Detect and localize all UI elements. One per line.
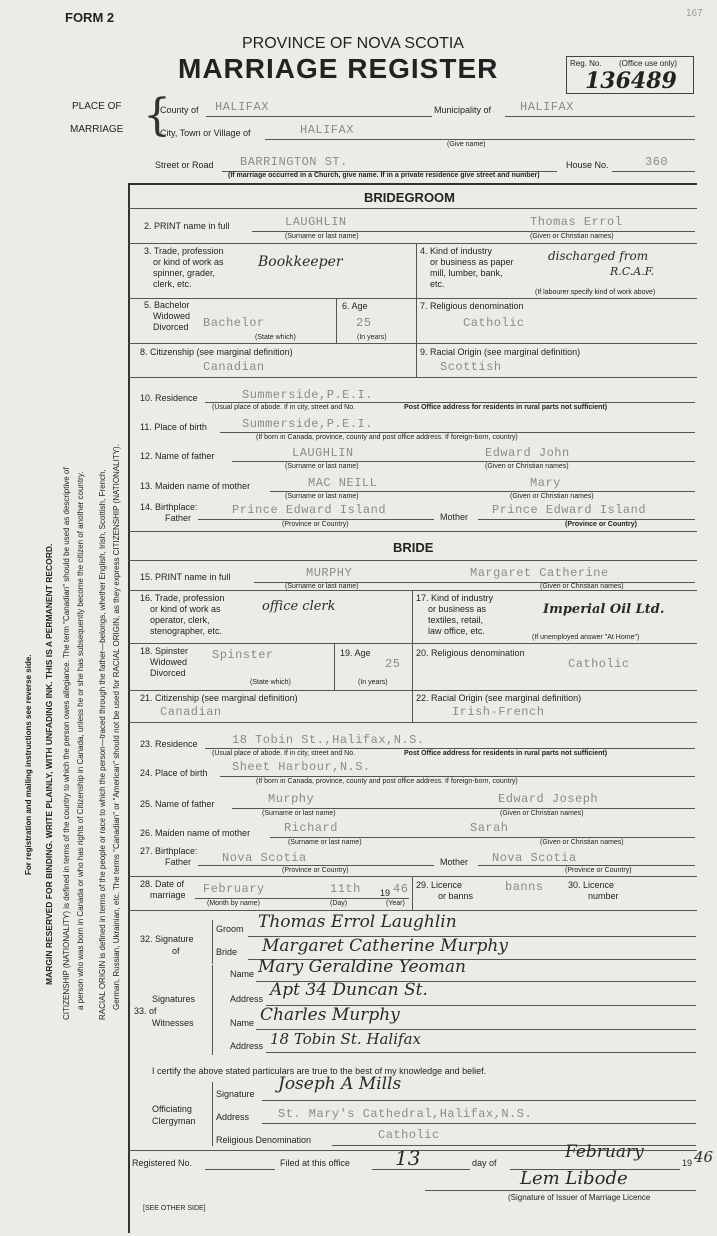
reg-number: 136489 xyxy=(585,68,677,94)
street-note: (If marriage occurred in a Church, give name. If in a private residence give street and number) xyxy=(228,172,540,179)
registered-label: Registered No. xyxy=(132,1158,193,1168)
filed-label: Filed at this office xyxy=(280,1158,350,1168)
f27-province-hint-mother: (Province or Country) xyxy=(565,867,632,874)
marriage-day: 11th xyxy=(330,882,361,896)
city-label: City, Town or Village of xyxy=(160,128,251,138)
f25-label: 25. Name of father xyxy=(140,799,215,809)
bridegroom-heading: BRIDEGROOM xyxy=(364,190,455,205)
bride-mother-given: Sarah xyxy=(470,821,509,835)
municipality-value: HALIFAX xyxy=(520,100,574,114)
f27-label-1: 27. Birthplace: xyxy=(140,846,198,856)
page-title: MARRIAGE REGISTER xyxy=(178,53,499,84)
form-number: FORM 2 xyxy=(65,10,115,25)
bride-religion: Catholic xyxy=(568,657,630,671)
day-hint: (Day) xyxy=(330,900,348,907)
groom-racial: Scottish xyxy=(440,360,502,374)
f4-label-4: etc. xyxy=(430,279,445,289)
w2-address-label: Address xyxy=(230,1041,264,1051)
f25-given-hint: (Given or Christian names) xyxy=(500,810,584,817)
bride-trade: office clerk xyxy=(262,599,336,614)
bride-state-which: (State which) xyxy=(250,679,291,686)
f3-label-3: spinner, grader, xyxy=(153,268,216,278)
f14-label-1: 14. Birthplace: xyxy=(140,502,198,512)
margin-note-instructions: For registration and mailing instructions see reverse side. xyxy=(24,654,33,875)
f17-label-2: or business as xyxy=(428,604,487,614)
w2-name: Charles Murphy xyxy=(260,1005,400,1025)
groom-father-given: Edward John xyxy=(485,446,570,460)
groom-citizenship: Canadian xyxy=(203,360,265,374)
f17-label-3: textiles, retail, xyxy=(428,615,484,625)
bride-surname: MURPHY xyxy=(306,566,353,580)
f29-label-1: 29. Licence xyxy=(416,880,463,890)
f26-label: 26. Maiden name of mother xyxy=(140,828,251,838)
groom-mother-bp: Prince Edward Island xyxy=(492,503,647,517)
f16-label-4: stenographer, etc. xyxy=(150,626,223,636)
f3-label-1: 3. Trade, profession xyxy=(144,246,224,256)
f10-po-note: Post Office address for residents in rural parts not sufficient) xyxy=(404,404,608,411)
f4-hint: (If labourer specify kind of work above) xyxy=(535,289,656,296)
bride-father-surname: Murphy xyxy=(268,792,315,806)
f16-label-1: 16. Trade, profession xyxy=(140,593,225,603)
bride-father-given: Edward Joseph xyxy=(498,792,599,806)
street-value: BARRINGTON ST. xyxy=(240,155,348,169)
groom-years: (In years) xyxy=(357,334,387,341)
f14-province-hint-mother: (Province or Country) xyxy=(565,521,637,528)
certify-statement: I certify the above stated particulars are true to the best of my knowledge and belief. xyxy=(152,1066,487,1076)
reg-hint: (Office use only) xyxy=(619,59,678,68)
clergy-signature: Joseph A Mills xyxy=(278,1074,402,1094)
f24-hint: (If born in Canada, province, county and post office address. If foreign-born, country) xyxy=(256,778,518,785)
clergy-address: St. Mary's Cathedral,Halifax,N.S. xyxy=(278,1107,533,1121)
f32-label-2: of xyxy=(172,946,180,956)
bride-residence: 18 Tobin St.,Halifax,N.S. xyxy=(232,733,425,747)
f28-label-2: marriage xyxy=(150,890,186,900)
groom-mother-given: Mary xyxy=(530,476,561,490)
corner-mark: 167 xyxy=(686,8,703,19)
reg-number-box xyxy=(566,56,694,94)
f14-mother-label: Mother xyxy=(440,512,469,522)
bride-industry: Imperial Oil Ltd. xyxy=(543,602,665,617)
f25-surname-hint: (Surname or last name) xyxy=(262,810,336,817)
f12-given-hint: (Given or Christian names) xyxy=(485,463,569,470)
groom-industry-2: R.C.A.F. xyxy=(610,265,655,278)
place-bracket: { xyxy=(143,90,171,141)
f26-given-hint: (Given or Christian names) xyxy=(540,839,624,846)
marriage-year: 46 xyxy=(393,882,409,896)
margin-note-racial-1: RACIAL ORIGIN is defined in terms of the people or race to which the person—traced through the father—belongs, whether English, Irish, Scottish, French, xyxy=(98,469,107,1020)
county-value: HALIFAX xyxy=(215,100,269,114)
municipality-label: Municipality of xyxy=(434,105,492,115)
province-title: PROVINCE OF NOVA SCOTIA xyxy=(242,35,464,52)
marriage-year-prefix: 19 xyxy=(380,888,391,898)
clergy-denom-label: Religious Denomination xyxy=(216,1135,312,1145)
groom-given: Thomas Errol xyxy=(530,215,623,229)
f4-label-3: mill, lumber, bank, xyxy=(430,268,503,278)
issuer-hint: (Signature of Issuer of Marriage Licence xyxy=(508,1193,651,1202)
clergy-label-1: Officiating xyxy=(152,1104,192,1114)
groom-residence: Summerside,P.E.I. xyxy=(242,388,373,402)
f27-mother-label: Mother xyxy=(440,857,469,867)
f24-label: 24. Place of birth xyxy=(140,768,208,778)
filed-year: 46 xyxy=(694,1148,714,1166)
filed-year-prefix: 19 xyxy=(682,1158,693,1168)
see-other-side: [SEE OTHER SIDE] xyxy=(143,1205,206,1212)
month-hint: (Month by name) xyxy=(207,900,260,907)
f27-label-2: Father xyxy=(165,857,192,867)
clergy-sig-label: Signature xyxy=(216,1089,255,1099)
groom-state-which: (State which) xyxy=(255,334,296,341)
f17-hint: (If unemployed answer "At Home") xyxy=(532,634,640,641)
groom-given-hint: (Given or Christian names) xyxy=(530,233,614,240)
f4-label-1: 4. Kind of industry xyxy=(420,246,493,256)
bride-mother-surname: Richard xyxy=(284,821,338,835)
f32-label-1: 32. Signature xyxy=(140,934,194,944)
groom-birthplace: Summerside,P.E.I. xyxy=(242,417,373,431)
house-label: House No. xyxy=(566,160,609,170)
bride-sig-label: Bride xyxy=(216,947,238,957)
f12-label: 12. Name of father xyxy=(140,451,215,461)
place-label-1: PLACE OF xyxy=(72,101,122,112)
clergy-label-2: Clergyman xyxy=(152,1116,196,1126)
bride-birthplace: Sheet Harbour,N.S. xyxy=(232,760,371,774)
f16-label-2: or kind of work as xyxy=(150,604,221,614)
margin-note-racial-2: German, Russian, Ukrainian, etc. The terms "Canadian" or "American" should not be used for RACIAL ORIGIN, as they express CITIZENSHIP (NATIONALITY). xyxy=(112,444,121,1010)
bride-citizenship: Canadian xyxy=(160,705,222,719)
f4-label-2: or business as paper xyxy=(430,257,514,267)
year-hint: (Year) xyxy=(386,900,405,907)
w2-name-label: Name xyxy=(230,1018,255,1028)
w1-name: Mary Geraldine Yeoman xyxy=(258,957,466,977)
groom-surname-hint: (Surname or last name) xyxy=(285,233,359,240)
clergy-denom: Catholic xyxy=(378,1128,440,1142)
f17-label-1: 17. Kind of industry xyxy=(416,593,494,603)
f13-given-hint: (Given or Christian names) xyxy=(510,493,594,500)
f33-label-1: Signatures xyxy=(152,994,196,1004)
groom-religion: Catholic xyxy=(463,316,525,330)
groom-father-bp: Prince Edward Island xyxy=(232,503,387,517)
f7-label: 7. Religious denomination xyxy=(420,301,524,311)
f30-label-1: 30. Licence xyxy=(568,880,615,890)
place-label-2: MARRIAGE xyxy=(70,124,124,135)
f23-hint: (Usual place of abode. If in city, street and No. xyxy=(212,750,356,757)
f15-label: 15. PRINT name in full xyxy=(140,572,231,582)
f18-label-2: Widowed xyxy=(150,657,188,667)
bride-years: (In years) xyxy=(358,679,388,686)
f23-label: 23. Residence xyxy=(140,739,198,749)
f3-label-2: or kind of work as xyxy=(153,257,224,267)
f5-label-3: Divorced xyxy=(153,322,189,332)
f29-label-2: or banns xyxy=(438,891,474,901)
groom-signature: Thomas Errol Laughlin xyxy=(258,912,457,932)
f13-surname-hint: (Surname or last name) xyxy=(285,493,359,500)
groom-surname: LAUGHLIN xyxy=(285,215,347,229)
bride-given-hint: (Given or Christian names) xyxy=(540,583,624,590)
f2-label: 2. PRINT name in full xyxy=(144,221,230,231)
groom-trade: Bookkeeper xyxy=(258,254,343,270)
f10-hint: (Usual place of abode. If in city, street and No. xyxy=(212,404,356,411)
f11-hint: (If born in Canada, province, county and post office address. If foreign-born, country) xyxy=(256,434,518,441)
f21-label: 21. Citizenship (see marginal definition) xyxy=(140,693,298,703)
w1-address: Apt 34 Duncan St. xyxy=(270,980,428,1000)
f19-label: 19. Age xyxy=(340,648,371,658)
f14-label-2: Father xyxy=(165,513,192,523)
bride-given: Margaret Catherine xyxy=(470,566,609,580)
street-label: Street or Road xyxy=(155,160,214,170)
bride-signature: Margaret Catherine Murphy xyxy=(262,936,508,956)
f13-label: 13. Maiden name of mother xyxy=(140,481,251,491)
f5-label-2: Widowed xyxy=(153,311,191,321)
w1-address-label: Address xyxy=(230,994,264,1004)
f20-label: 20. Religious denomination xyxy=(416,648,525,658)
margin-note-citizenship-1: CITIZENSHIP (NATIONALITY) is defined in terms of the country to which the person owes allegiance. The term "Canadian" should be used as descriptive of xyxy=(62,467,71,1020)
f8-label: 8. Citizenship (see marginal definition) xyxy=(140,347,293,357)
filed-month: February xyxy=(565,1142,644,1162)
f33-label-2: 33. of xyxy=(134,1006,157,1016)
filed-day: 13 xyxy=(395,1146,421,1170)
f16-label-3: operator, clerk, xyxy=(150,615,210,625)
give-name-hint: (Give name) xyxy=(447,141,486,148)
f11-label: 11. Place of birth xyxy=(140,422,207,432)
issuer-signature: Lem Libode xyxy=(520,1168,628,1189)
f14-province-hint-father: (Province or Country) xyxy=(282,521,349,528)
day-of-label: day of xyxy=(472,1158,497,1168)
house-value: 360 xyxy=(645,155,669,169)
f27-province-hint-father: (Province or Country) xyxy=(282,867,349,874)
bride-heading: BRIDE xyxy=(393,540,434,555)
f3-label-4: clerk, etc. xyxy=(153,279,192,289)
margin-note-citizenship-2: a person who was born in Canada or who has rights of Citizenship in Canada, unless he or she has subsequently become the citizen of another country. xyxy=(76,471,85,1010)
f23-po-note: Post Office address for residents in rural parts not sufficient) xyxy=(404,750,608,757)
reg-label: Reg. No. xyxy=(570,59,602,68)
f17-label-4: law office, etc. xyxy=(428,626,485,636)
w2-address: 18 Tobin St. Halifax xyxy=(270,1030,421,1048)
f12-surname-hint: (Surname or last name) xyxy=(285,463,359,470)
f33-label-3: Witnesses xyxy=(152,1018,194,1028)
bride-status: Spinster xyxy=(212,648,274,662)
f10-label: 10. Residence xyxy=(140,393,198,403)
f28-label-1: 28. Date of xyxy=(140,879,185,889)
groom-industry-1: discharged from xyxy=(548,249,649,263)
groom-father-surname: LAUGHLIN xyxy=(292,446,354,460)
bride-father-bp: Nova Scotia xyxy=(222,851,307,865)
w1-name-label: Name xyxy=(230,969,255,979)
county-label: County of xyxy=(160,105,199,115)
groom-age: 25 xyxy=(356,316,372,330)
groom-mother-surname: MAC NEILL xyxy=(308,476,378,490)
f26-surname-hint: (Surname or last name) xyxy=(288,839,362,846)
f6-label: 6. Age xyxy=(342,301,368,311)
groom-status: Bachelor xyxy=(203,316,265,330)
bride-surname-hint: (Surname or last name) xyxy=(285,583,359,590)
bride-mother-bp: Nova Scotia xyxy=(492,851,577,865)
f30-label-2: number xyxy=(588,891,619,901)
marriage-licence: banns xyxy=(505,880,544,894)
bride-age: 25 xyxy=(385,657,401,671)
clergy-address-label: Address xyxy=(216,1112,250,1122)
f18-label-1: 18. Spinster xyxy=(140,646,189,656)
f5-label-1: 5. Bachelor xyxy=(144,300,190,310)
f9-label: 9. Racial Origin (see marginal definition) xyxy=(420,347,581,357)
city-value: HALIFAX xyxy=(300,123,354,137)
f22-label: 22. Racial Origin (see marginal definition) xyxy=(416,693,582,703)
bride-racial: Irish-French xyxy=(452,705,545,719)
f18-label-3: Divorced xyxy=(150,668,186,678)
marriage-month: February xyxy=(203,882,265,896)
margin-note-permanent: MARGIN RESERVED FOR BINDING. WRITE PLAINLY, WITH UNFADING INK. THIS IS A PERMANENT RECORD. xyxy=(44,543,54,985)
groom-sig-label: Groom xyxy=(216,924,244,934)
